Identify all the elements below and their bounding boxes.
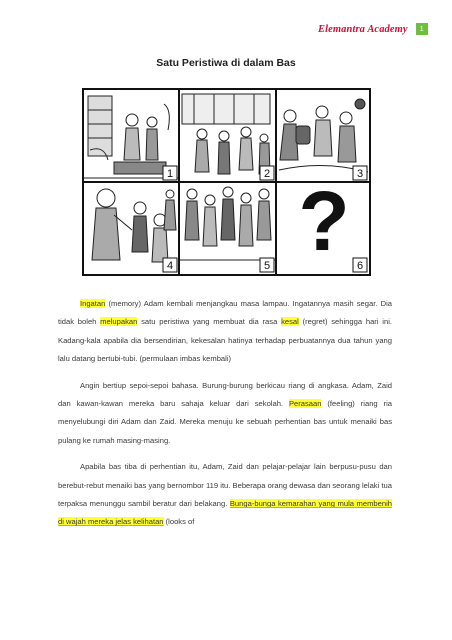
panel-6-illustration	[298, 174, 349, 268]
panel-3-illustration	[279, 99, 368, 172]
paragraph-2: Angin bertiup sepoi-sepoi bahasa. Burung-burung berkicau riang di angkasa. Adam, Zaid dan kawan-kawan mereka baru sahaja keluar dari sekolah. Perasaan (feeling) riang ria menyelubungi diri Adam dan Zaid. Mereka menuju ke sebuah perhentian bas untuk menaiki bas pulang ke rumah masing-masing.	[58, 380, 392, 445]
comic-strip-drawing	[84, 90, 369, 274]
highlight-perasaan: Perasaan	[288, 399, 322, 409]
highlight-bunga-bunga-kemarahan: Bunga-bunga kemarahan yang mula membenih di wajah mereka jelas kelihatan	[58, 499, 392, 527]
highlight-kesal: kesal	[281, 317, 299, 327]
page-title: Satu Peristiwa di dalam Bas	[156, 57, 296, 69]
highlight-melupakan: melupakan	[100, 317, 138, 327]
paragraph-1: Ingatan (memory) Adam kembali menjangkau masa lampau. Ingatannya masih segar. Dia tidak boleh melupakan satu peristiwa yang membuat dia rasa kesal (regret) sehingga hari ini. Kadang-kala apabila dia bersendirian, kekesalan hatinya terhadap perbuatannya dua tahun yang lalu datang bertubi-tubi. (permulaan imbas kembali)	[58, 299, 392, 364]
panel-4-illustration	[92, 189, 176, 262]
comic-strip	[82, 88, 371, 276]
page-header	[318, 23, 428, 35]
panel-number-4: 4	[166, 260, 174, 272]
page-number-badge: 1	[416, 23, 428, 35]
panel-2-illustration	[182, 94, 270, 174]
question-mark-icon: ?	[298, 174, 350, 268]
story-body	[58, 295, 392, 540]
panel-number-1: 1	[166, 168, 174, 180]
panel-number-5: 5	[263, 260, 271, 272]
panel-number-3: 3	[356, 168, 364, 180]
panel-number-6: 6	[356, 260, 364, 272]
panel-number-2: 2	[263, 168, 271, 180]
paragraph-3: Apabila bas tiba di perhentian itu, Adam, Zaid dan pelajar-pelajar lain berpusu-pusu dan berebut-rebut menaiki bas yang bernombor 119 itu. Beberapa orang dewasa dan seorang lelaki tua terpaksa menunggu sambil beratur dari belakang. Bunga-bunga kemarahan yang mula membenih di wajah mereka jelas kelihatan (looks of	[58, 462, 392, 527]
highlight-ingatan: Ingatan	[80, 299, 106, 308]
brand-name: Elemantra Academy	[318, 23, 408, 35]
panel-5-illustration	[180, 187, 276, 260]
